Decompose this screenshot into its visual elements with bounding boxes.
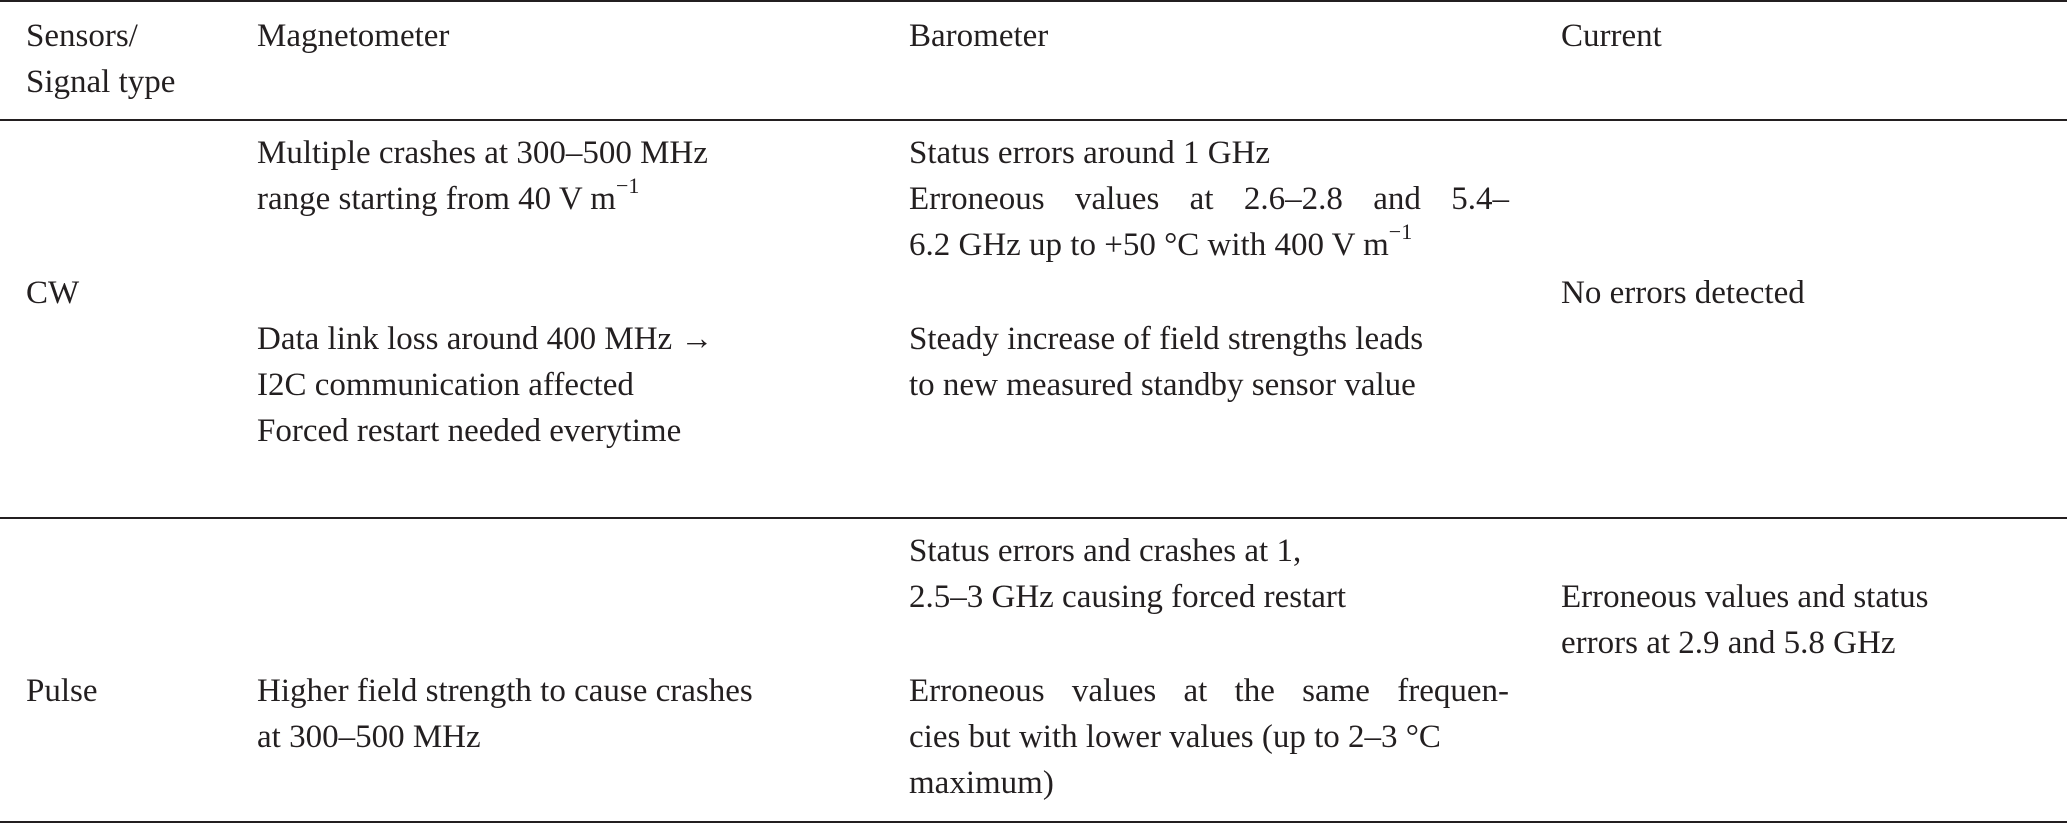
pulse-current: Erroneous values and status errors at 2.9 and 5.8 GHz	[1561, 579, 1929, 661]
header-magnetometer: Magnetometer	[257, 18, 450, 54]
header-current: Current	[1561, 18, 1662, 54]
top-rule	[0, 0, 2067, 2]
pulse-barometer-block2: Erroneous values at the same frequen- cies but with lower values (up to 2–3 °C maximum)	[909, 673, 1509, 801]
bottom-rule	[0, 821, 2067, 823]
cw-barometer-block2: Steady increase of field strengths leads to new measured standby sensor value	[909, 321, 1424, 403]
header-rule	[0, 119, 2067, 121]
header-line: Signal type	[26, 64, 176, 100]
cw-magnetometer-block2: Data link loss around 400 MHz → I2C communication affected Forced restart needed everytime	[257, 321, 714, 449]
pulse-barometer-block1: Status errors and crashes at 1, 2.5–3 GHz causing forced restart	[909, 533, 1347, 615]
pulse-magnetometer: Higher field strength to cause crashes at 300–500 MHz	[257, 673, 753, 755]
cw-magnetometer-block1: Multiple crashes at 300–500 MHz range starting from 40 V $m^{-1}$	[257, 135, 708, 217]
header-line: Sensors/	[26, 18, 138, 54]
cw-current: No errors detected	[1561, 275, 1805, 311]
header-sensors-signal-type	[26, 13, 175, 105]
header-barometer: Barometer	[909, 18, 1049, 54]
cw-barometer-block1: Status errors around 1 GHz Erroneous values at 2.6–2.8 and 5.4– 6.2 GHz up to +50 °C with 400 V $m^{-1}$	[909, 135, 1509, 263]
row-divider-rule	[0, 517, 2067, 519]
row-label-pulse: Pulse	[26, 673, 98, 709]
row-label-cw: CW	[26, 275, 80, 311]
